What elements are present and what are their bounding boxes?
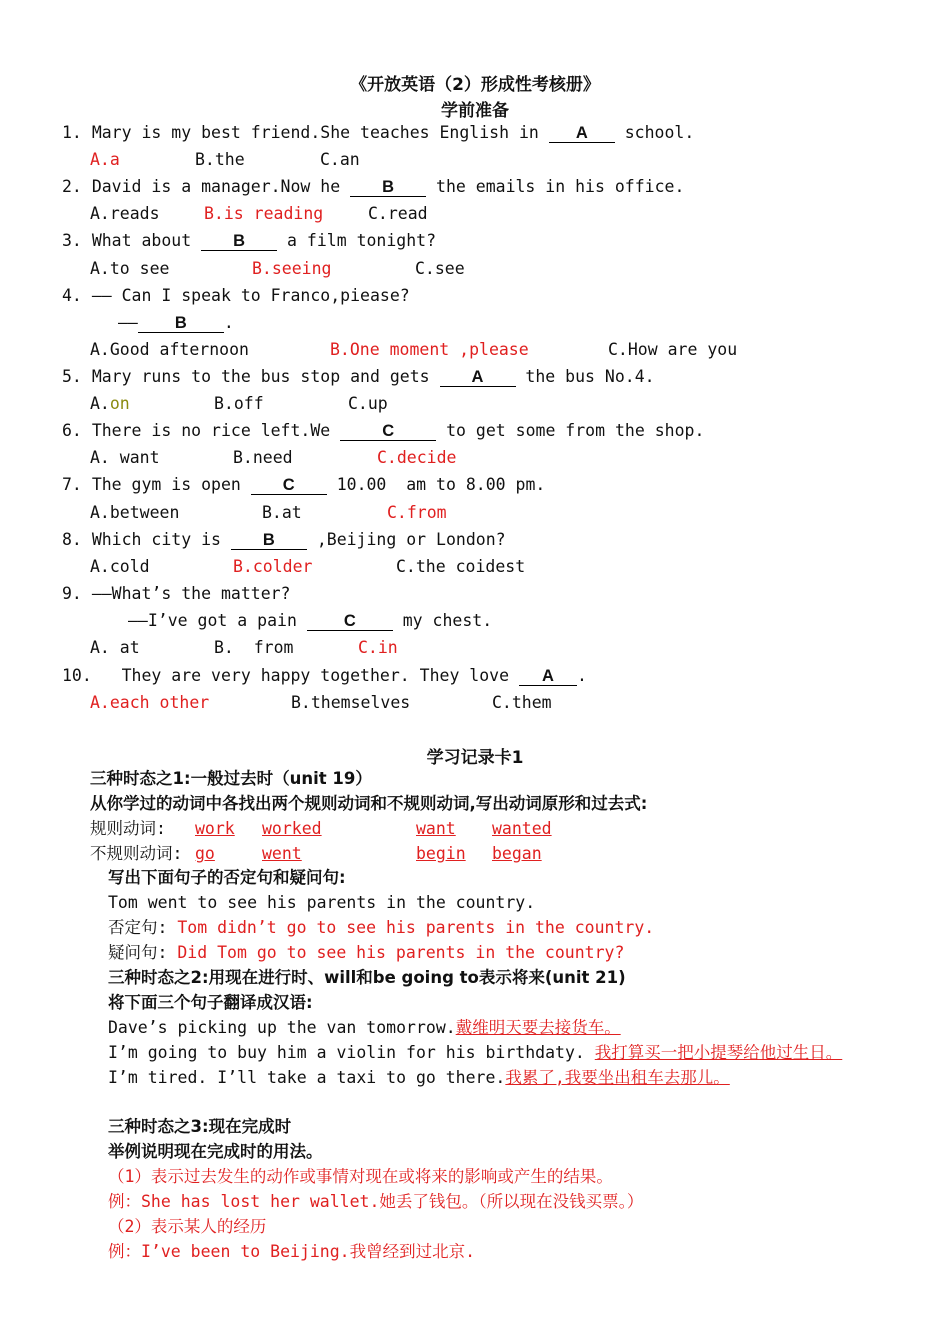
question-2: 2. David is a manager.Now he B the emails in his office. [62, 177, 685, 196]
question-9-reply: ——I’ve got a pain C my chest. [128, 611, 493, 630]
section-2-task: 将下面三个句子翻译成汉语: [108, 993, 313, 1012]
example-1: 例：She has lost her wallet.她丢了钱包。（所以现在没钱买票。） [108, 1192, 644, 1211]
page-subtitle: 学前准备 [441, 101, 509, 121]
answer-blank: A [519, 667, 577, 686]
answer-blank: B [231, 531, 307, 550]
regular-verbs-row: 规则动词: work worked want wanted [90, 819, 552, 838]
options-7: A.between B.at C.from [90, 503, 447, 522]
answer-blank: B [350, 178, 426, 197]
answer-blank: B [138, 314, 224, 333]
usage-2: （2）表示某人的经历 [108, 1217, 267, 1236]
example-2: 例：I’ve been to Beijing.我曾经到过北京. [108, 1242, 476, 1261]
section-2-title: 三种时态之2:用现在进行时、will和be going to表示将来(unit 21) [108, 968, 626, 987]
answer-blank: A [549, 124, 615, 143]
irregular-verbs-row: 不规则动词: go went begin began [90, 844, 542, 863]
section-3-title: 三种时态之3:现在完成时 [108, 1117, 292, 1136]
section-1-task: 从你学过的动词中各找出两个规则动词和不规则动词,写出动词原形和过去式: [90, 794, 648, 813]
question-6: 6. There is no rice left.We C to get some from the shop. [62, 421, 705, 440]
answer-blank: C [307, 612, 393, 631]
translation-3: I’m tired. I’ll take a taxi to go there.我累了,我要坐出租车去那儿。 [108, 1068, 730, 1087]
translation-1: Dave’s picking up the van tomorrow.戴维明天要去接货车。 [108, 1018, 621, 1037]
options-1: A.a B.the C.an [90, 150, 360, 169]
card-title: 学习记录卡1 [426, 748, 524, 768]
usage-1: （1）表示过去发生的动作或事情对现在或将来的影响或产生的结果。 [108, 1167, 613, 1186]
question-9: 9. ——What’s the matter? [62, 584, 291, 603]
options-3: A.to see B.seeing C.see [90, 259, 465, 278]
answer-blank: C [251, 476, 327, 495]
page-title: 《开放英语（2）形成性考核册》 [350, 75, 600, 95]
options-5: A.on B.off C.up [90, 394, 388, 413]
options-2: A.reads B.is reading C.read [90, 204, 428, 223]
options-8: A.cold B.colder C.the coidest [90, 557, 526, 576]
options-6: A. want B.need C.decide [90, 448, 457, 467]
options-4: A.Good afternoon B.One moment ,please C.How are you [90, 340, 738, 359]
answer-blank: A [440, 368, 516, 387]
question-5: 5. Mary runs to the bus stop and gets A the bus No.4. [62, 367, 655, 386]
negative-sentence: 否定句: Tom didn’t go to see his parents in the country. [108, 918, 655, 937]
source-sentence: Tom went to see his parents in the country. [108, 893, 536, 912]
options-9: A. at B. from C.in [90, 638, 398, 657]
question-10: 10. They are very happy together. They love A . [62, 666, 587, 685]
answer-blank: C [340, 422, 436, 441]
question-4: 4. —— Can I speak to Franco,piease? [62, 286, 410, 305]
question-1: 1. Mary is my best friend.She teaches English in A school. [62, 123, 695, 142]
section-1-title: 三种时态之1:一般过去时（unit 19） [90, 769, 372, 788]
question-4-reply: —— B . [118, 313, 234, 332]
negation-task: 写出下面句子的否定句和疑问句: [108, 868, 346, 887]
answer-blank: B [201, 232, 277, 251]
question-7: 7. The gym is open C 10.00 am to 8.00 pm. [62, 475, 546, 494]
question-8: 8. Which city is B ,Beijing or London? [62, 530, 506, 549]
question-sentence: 疑问句: Did Tom go to see his parents in the country? [108, 943, 625, 962]
translation-2: I’m going to buy him a violin for his birthdaty. 我打算买一把小提琴给他过生日。 [108, 1043, 843, 1062]
question-3: 3. What about B a film tonight? [62, 231, 437, 250]
options-10: A.each other B.themselves C.them [90, 693, 552, 712]
section-3-task: 举例说明现在完成时的用法。 [108, 1142, 323, 1161]
